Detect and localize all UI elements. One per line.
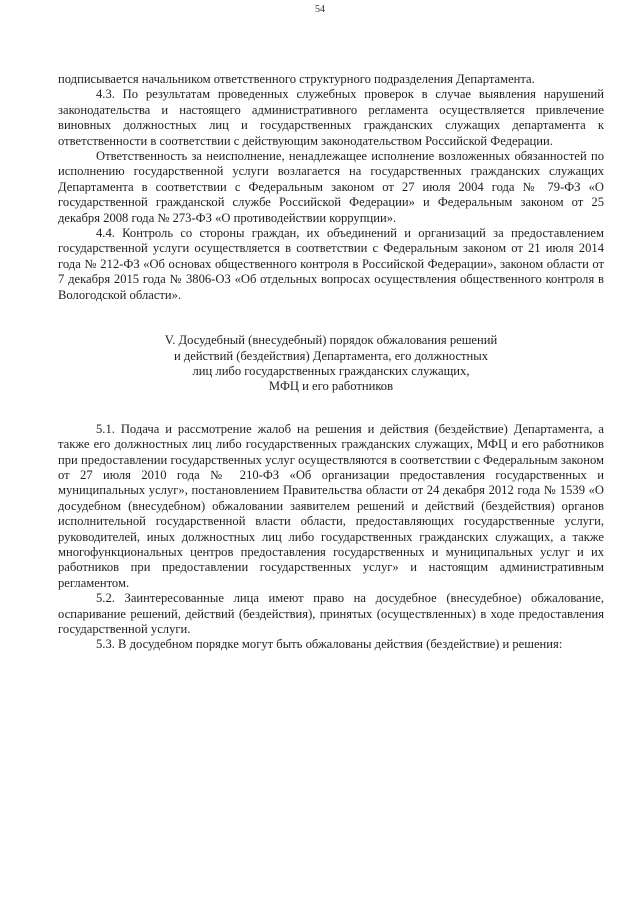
paragraph-5-3: 5.3. В досудебном порядке могут быть обжалованы действия (бездействие) и решения:	[96, 637, 563, 652]
section-heading-line: лиц либо государственных гражданских служащих,	[192, 363, 470, 378]
section-heading	[58, 333, 604, 395]
paragraph-4-3: 4.3. По результатам проведенных служебных проверок в случае выявления нарушений законодательства и настоящего административного регламента осуществляется привлечение виновных должностных лиц и государственных гражданских служащих департамента к ответственности в соответствии с действующим законодательством Российской Федерации.	[58, 87, 604, 148]
paragraph-continuation: подписывается начальником ответственного структурного подразделения Департамента.	[58, 72, 535, 86]
section-heading-line: МФЦ и его работников	[268, 379, 394, 394]
paragraph-responsibility: Ответственность за неисполнение, ненадлежащее исполнение возложенных обязанностей по исполнению государственной услуги возлагается на государственных гражданских служащих Департамента в соответствии с Федеральным законом от 27 июля 2004 года № 79-ФЗ «О государственной гражданской службе Российской Федерации» и Федеральным законом от 25 декабря 2008 года № 273-ФЗ «О противодействии коррупции».	[58, 149, 604, 225]
paragraph-5-1: 5.1. Подача и рассмотрение жалоб на решения и действия (бездействие) Департамента, а также его должностных лиц либо государственных гражданских служащих, МФЦ и его работников при предоставлении государственных услуг осуществляются в соответствии с Федеральным законом от 27 июля 2010 года № 210-ФЗ «Об организации предоставления государственных и муниципальных услуг», постановлением Правительства области от 24 декабря 2012 года № 1539 «О досудебном (внесудебном) обжаловании заявителем решений и действий (бездействия) органов исполнительной государственной власти области, предоставляющих государственные услуги, руководителей, иных должностных лиц либо государственных гражданских служащих, а также многофункциональных центров предоставления государственных и муниципальных услуг и их работников при предоставлении государственных услуг» и настоящим административным регламентом.	[58, 421, 604, 590]
paragraph-5-2: 5.2. Заинтересованные лица имеют право на досудебное (внесудебное) обжалование, оспаривание решений, действий (бездействия), принятых (осуществленных) в ходе предоставления государственной услуги.	[58, 591, 604, 636]
paragraph-4-4: 4.4. Контроль со стороны граждан, их объединений и организаций за предоставлением государственной услуги осуществляется в соответствии с Федеральным законом от 21 июля 2014 года № 212-ФЗ «Об основах общественного контроля в Российской Федерации», законом области от 7 декабря 2015 года № 3806-ОЗ «Об отдельных вопросах осуществления общественного контроля в Вологодской области».	[58, 226, 604, 302]
page-number: 54	[315, 4, 325, 15]
section-heading-line: V. Досудебный (внесудебный) порядок обжалования решений	[164, 333, 498, 348]
section-heading-line: и действий (бездействия) Департамента, его должностных	[173, 348, 489, 363]
